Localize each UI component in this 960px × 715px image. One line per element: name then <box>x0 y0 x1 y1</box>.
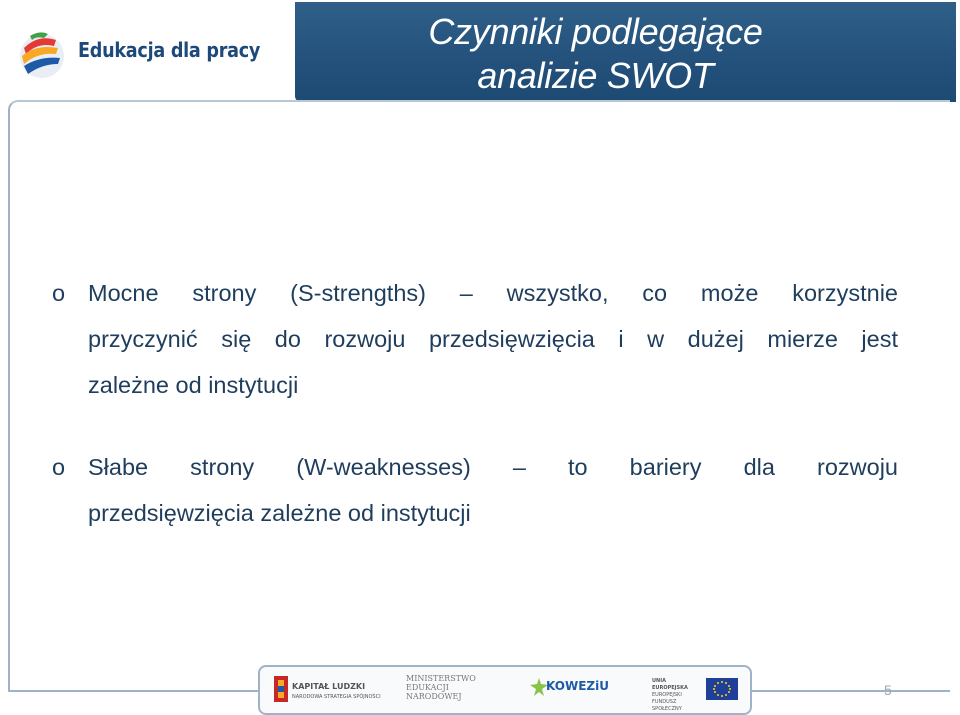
bullet-text-line: przyczynić się do rozwoju przedsięwzięcia i w dużej mierze jest <box>88 326 898 352</box>
edukacja-logo <box>14 26 261 82</box>
bullet-marker: o <box>52 280 66 306</box>
kapital-ludzki-sub: NARODOWA STRATEGIA SPÓJNOŚCI <box>292 694 381 700</box>
edukacja-logo-icon <box>14 26 74 82</box>
slide-title-line-2: analizie SWOT <box>477 55 714 96</box>
page-number: 5 <box>884 682 892 698</box>
bullet-strengths <box>52 270 898 408</box>
bullet-text-line: przedsięwzięcia zależne od instytucji <box>88 500 471 526</box>
bullet-list <box>52 270 898 536</box>
title-bar <box>295 2 956 102</box>
bullet-text-line: zależne od instytucji <box>88 372 299 398</box>
kapital-ludzki-logo <box>274 674 384 706</box>
bullet-marker: o <box>52 454 66 480</box>
bullet-weaknesses <box>52 444 898 536</box>
eu-line-1: UNIA EUROPEJSKA <box>652 678 688 691</box>
men-line-3: NARODOWEJ <box>406 692 462 701</box>
footer-logos <box>258 665 752 715</box>
men-line-2: EDUKACJI <box>406 683 449 692</box>
logo-text: Edukacja dla pracy <box>78 38 261 62</box>
eu-line-2: EUROPEJSKI <box>652 692 682 698</box>
eu-logo <box>652 674 742 712</box>
kapital-ludzki-icon <box>274 676 288 702</box>
kapital-ludzki-title: KAPITAŁ LUDZKI <box>292 682 366 691</box>
men-logo <box>406 674 476 706</box>
koweziu-logo <box>530 674 610 706</box>
bullet-text-line: Słabe strony (W-weaknesses) – to bariery dla rozwoju <box>88 454 898 480</box>
slide-title <box>295 10 956 98</box>
eu-line-3: FUNDUSZ SPOŁECZNY <box>652 699 682 712</box>
koweziu-title: KOWEZiU <box>546 679 609 693</box>
slide-title-line-1: Czynniki podlegające <box>428 11 763 52</box>
men-line-1: MINISTERSTWO <box>406 674 476 683</box>
bullet-text-line: Mocne strony (S-strengths) – wszystko, co może korzystnie <box>88 280 898 306</box>
eu-flag-icon <box>706 678 738 700</box>
